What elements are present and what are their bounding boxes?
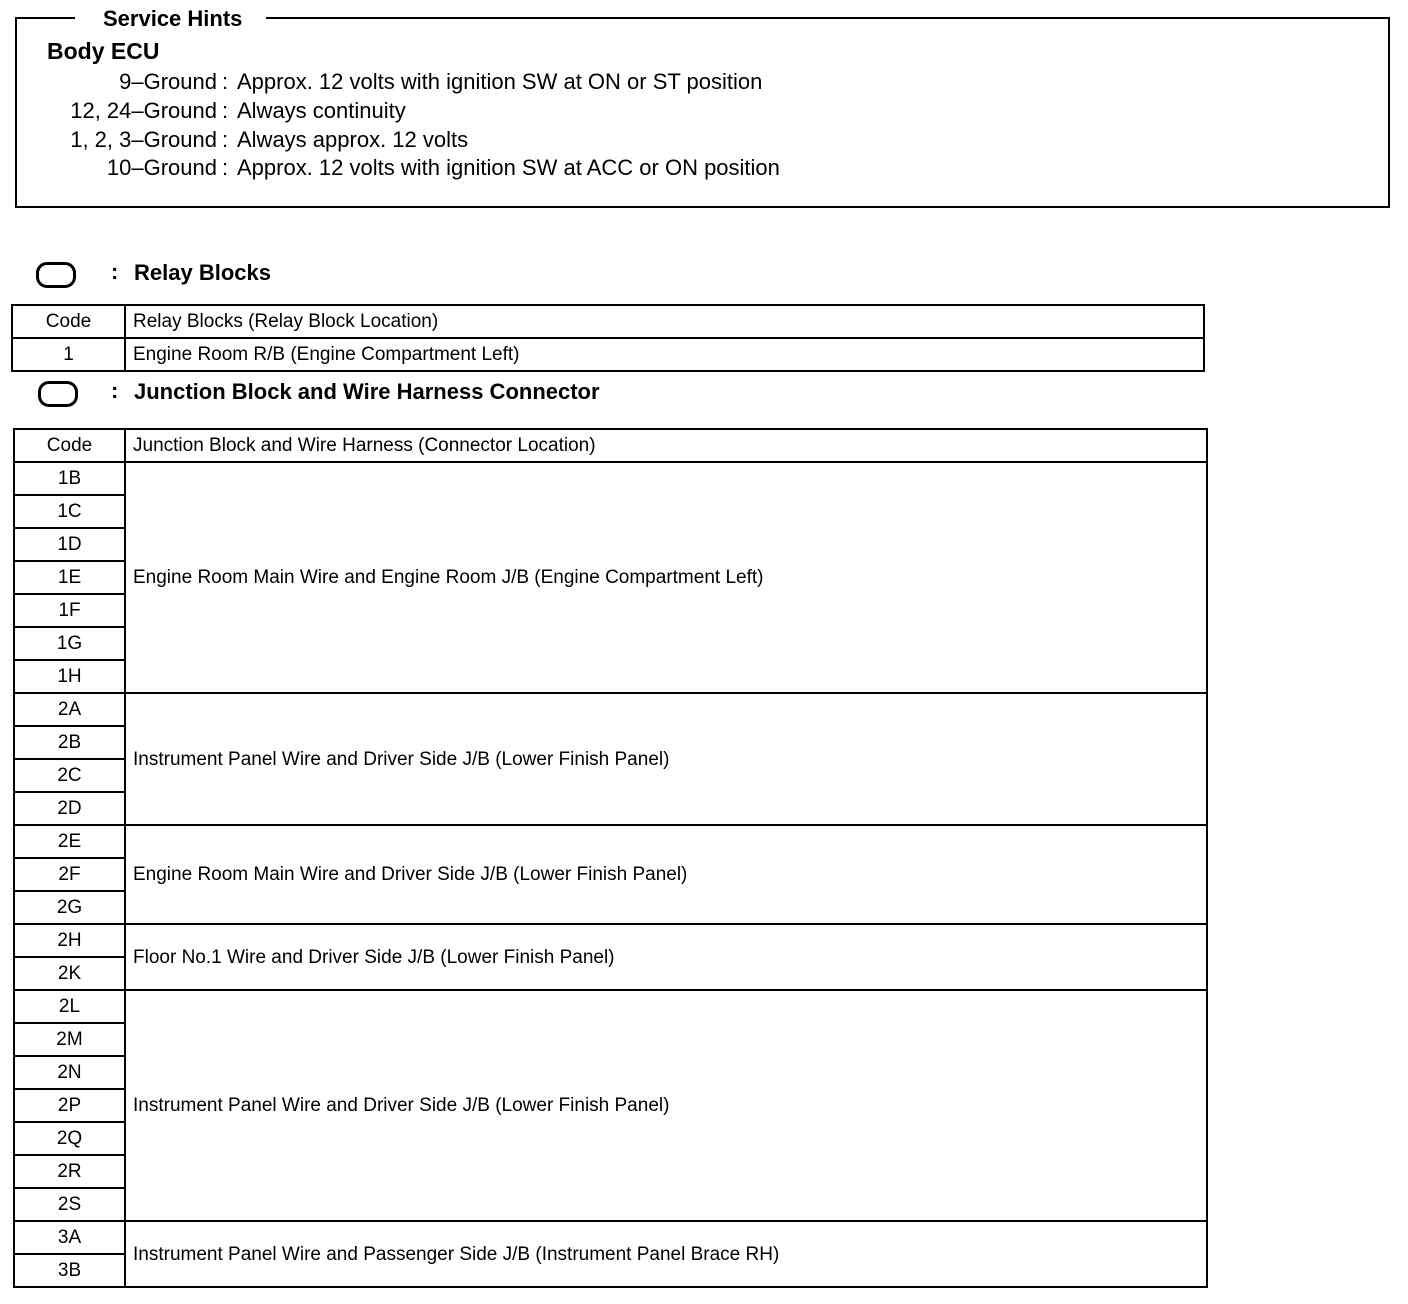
relay-block-symbol-icon bbox=[36, 262, 76, 288]
code-cell: 1E bbox=[14, 561, 125, 594]
code-cell: 2D bbox=[14, 792, 125, 825]
service-hints-subtitle: Body ECU bbox=[47, 38, 160, 64]
table-row bbox=[14, 462, 1207, 495]
location-cell: Instrument Panel Wire and Driver Side J/B (Lower Finish Panel) bbox=[125, 693, 1207, 825]
location-cell: Floor No.1 Wire and Driver Side J/B (Lower Finish Panel) bbox=[125, 924, 1207, 990]
table-row bbox=[14, 924, 1207, 957]
location-header: Relay Blocks (Relay Block Location) bbox=[125, 305, 1204, 338]
table-header-row bbox=[12, 305, 1204, 338]
table-row bbox=[14, 693, 1207, 726]
relay-blocks-heading: Relay Blocks bbox=[134, 260, 271, 285]
location-cell: Engine Room Main Wire and Driver Side J/B (Lower Finish Panel) bbox=[125, 825, 1207, 924]
code-cell: 2N bbox=[14, 1056, 125, 1089]
hint-colon: : bbox=[222, 98, 229, 123]
hint-desc: Approx. 12 volts with ignition SW at ON or ST position bbox=[237, 69, 763, 94]
location-cell: Engine Room Main Wire and Engine Room J/B (Engine Compartment Left) bbox=[125, 462, 1207, 693]
hint-pins: 12, 24–Ground bbox=[70, 98, 217, 123]
hint-colon: : bbox=[222, 127, 229, 152]
location-cell: Instrument Panel Wire and Passenger Side J/B (Instrument Panel Brace RH) bbox=[125, 1221, 1207, 1287]
code-cell: 1C bbox=[14, 495, 125, 528]
code-cell: 2K bbox=[14, 957, 125, 990]
relay-blocks-table bbox=[11, 304, 1205, 372]
code-cell: 1G bbox=[14, 627, 125, 660]
code-cell: 1B bbox=[14, 462, 125, 495]
hint-colon: : bbox=[222, 69, 229, 94]
code-cell: 2R bbox=[14, 1155, 125, 1188]
service-hints-title: Service Hints bbox=[75, 5, 266, 33]
code-cell: 3B bbox=[14, 1254, 125, 1287]
code-cell: 1H bbox=[14, 660, 125, 693]
code-cell: 2C bbox=[14, 759, 125, 792]
code-cell: 2L bbox=[14, 990, 125, 1023]
code-cell: 1F bbox=[14, 594, 125, 627]
hint-pins: 10–Ground bbox=[106, 155, 217, 180]
code-cell: 2B bbox=[14, 726, 125, 759]
table-row bbox=[14, 1221, 1207, 1254]
junction-block-heading: Junction Block and Wire Harness Connector bbox=[134, 379, 600, 404]
code-header: Code bbox=[12, 305, 125, 338]
code-cell: 2F bbox=[14, 858, 125, 891]
legend-colon: : bbox=[111, 378, 119, 403]
hint-pins: 9–Ground bbox=[119, 69, 217, 94]
code-cell: 1D bbox=[14, 528, 125, 561]
table-header-row bbox=[14, 429, 1207, 462]
legend-colon: : bbox=[111, 259, 119, 284]
location-cell: Instrument Panel Wire and Driver Side J/B (Lower Finish Panel) bbox=[125, 990, 1207, 1221]
code-cell: 2G bbox=[14, 891, 125, 924]
location-cell: Engine Room R/B (Engine Compartment Left) bbox=[125, 338, 1204, 371]
hint-desc: Approx. 12 volts with ignition SW at ACC or ON position bbox=[237, 155, 780, 180]
code-cell: 2H bbox=[14, 924, 125, 957]
code-cell: 2E bbox=[14, 825, 125, 858]
hint-desc: Always approx. 12 volts bbox=[237, 127, 469, 152]
hint-colon: : bbox=[222, 155, 229, 180]
hint-desc: Always continuity bbox=[237, 98, 406, 123]
code-cell: 2A bbox=[14, 693, 125, 726]
table-row bbox=[12, 338, 1204, 371]
code-cell: 2P bbox=[14, 1089, 125, 1122]
table-row bbox=[14, 825, 1207, 858]
junction-block-table bbox=[13, 428, 1208, 1288]
code-header: Code bbox=[14, 429, 125, 462]
code-cell: 3A bbox=[14, 1221, 125, 1254]
code-cell: 1 bbox=[12, 338, 125, 371]
code-cell: 2M bbox=[14, 1023, 125, 1056]
junction-block-symbol-icon bbox=[38, 381, 78, 407]
location-header: Junction Block and Wire Harness (Connector Location) bbox=[125, 429, 1207, 462]
code-cell: 2Q bbox=[14, 1122, 125, 1155]
table-row bbox=[14, 990, 1207, 1023]
code-cell: 2S bbox=[14, 1188, 125, 1221]
hint-pins: 1, 2, 3–Ground bbox=[70, 127, 217, 152]
